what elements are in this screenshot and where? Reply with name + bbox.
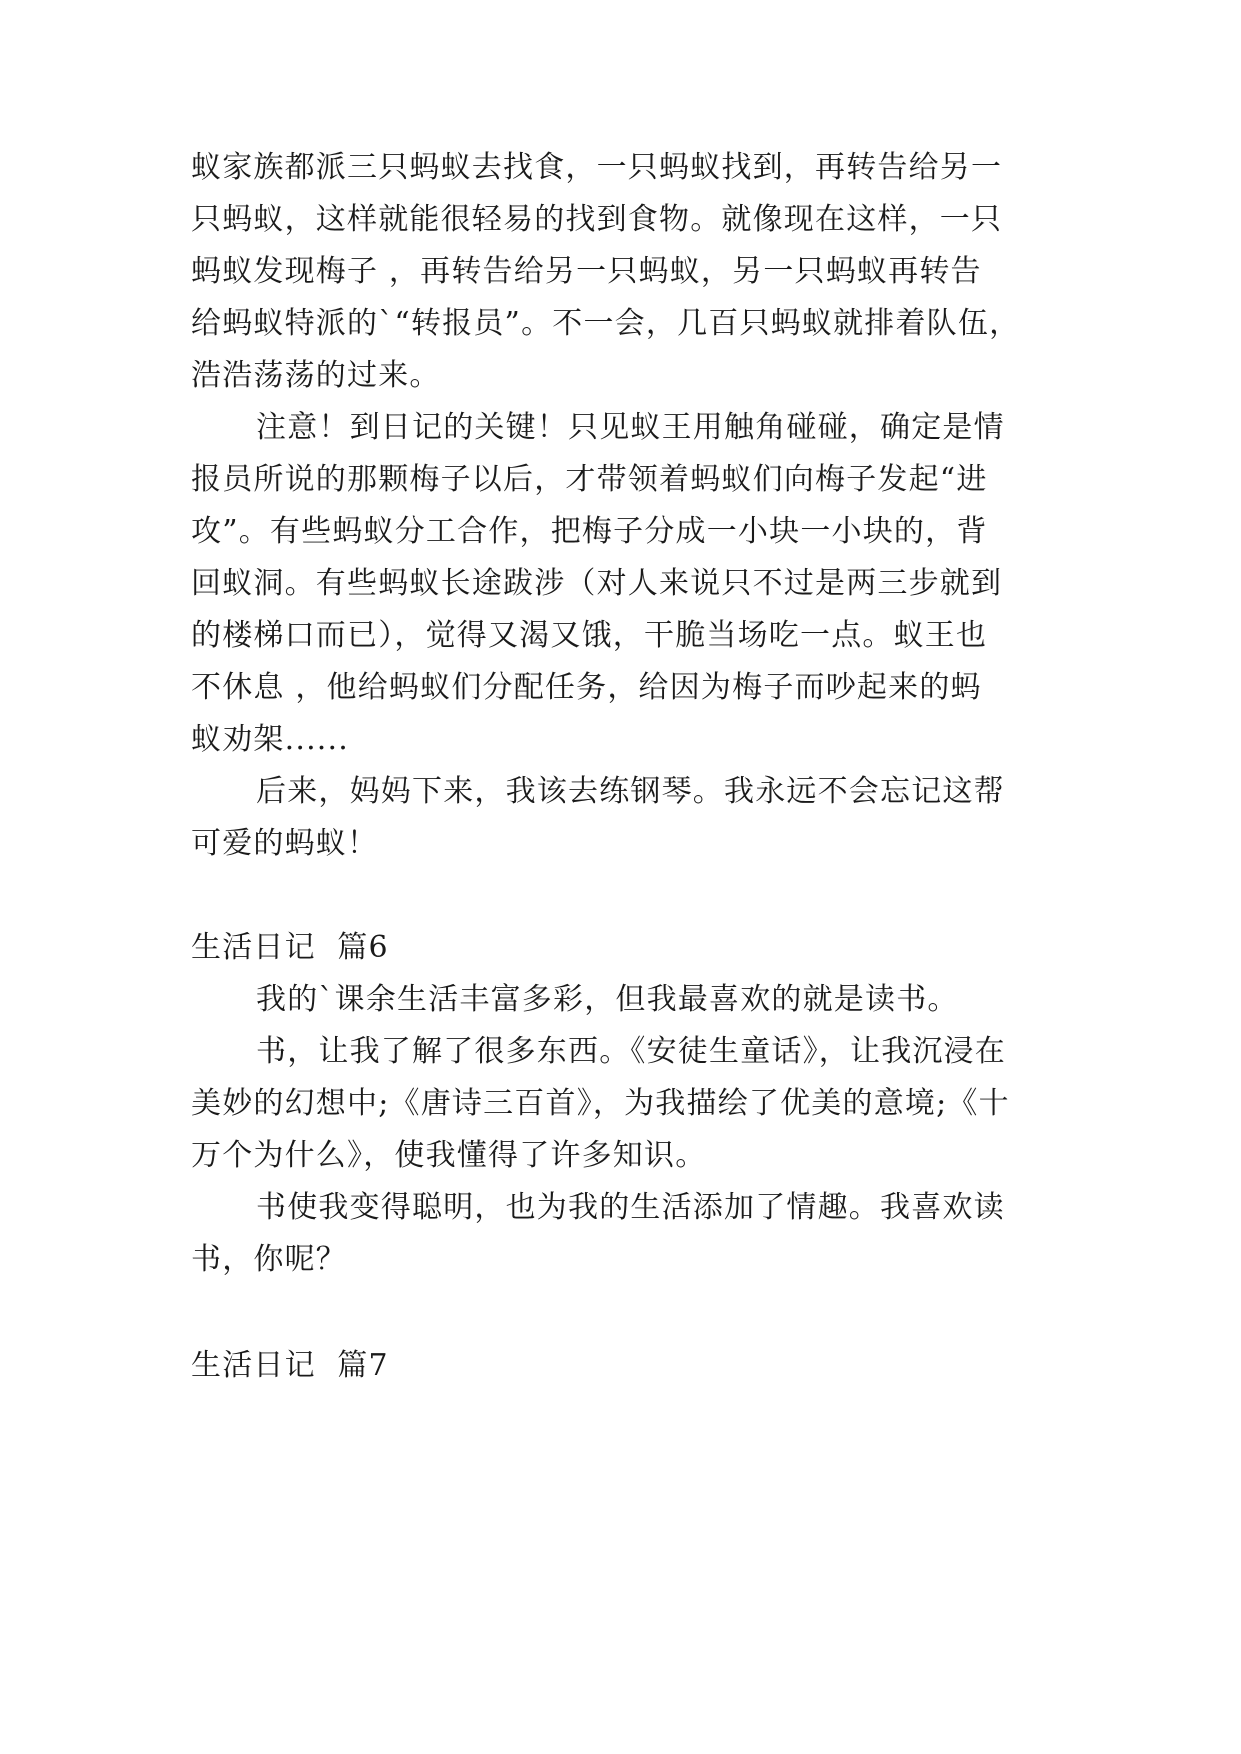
section-heading: 生活日记 篇7 (191, 1348, 389, 1383)
section-heading: 生活日记 篇6 (191, 930, 389, 965)
paragraph-line: 万个为什么》，使我懂得了许多知识。 (191, 1138, 707, 1173)
paragraph-line: 书使我变得聪明，也为我的生活添加了情趣。我喜欢读 (256, 1190, 1005, 1225)
paragraph-line: 蚁劝架...... (191, 722, 350, 757)
paragraph-line: 可爱的蚂蚁！ (191, 826, 379, 861)
paragraph-line: 书，你呢？ (191, 1242, 347, 1277)
paragraph-line: 回蚁洞。有些蚂蚁长途跋涉（对人来说只不过是两三步就到 (191, 566, 1003, 601)
paragraph-line: 给蚂蚁特派的`“转报员”。不一会，几百只蚂蚁就排着队伍， (191, 306, 1021, 341)
paragraph-line: 的楼梯口而已），觉得又渴又饿，干脆当场吃一点。蚁王也 (191, 618, 988, 653)
paragraph-line: 报员所说的那颗梅子以后，才带领着蚂蚁们向梅子发起“进 (191, 462, 988, 497)
paragraph-line: 我的`课余生活丰富多彩，但我最喜欢的就是读书。 (256, 982, 959, 1017)
paragraph-line: 美妙的幻想中;《唐诗三百首》，为我描绘了优美的意境;《十 (191, 1086, 1010, 1121)
paragraph-line: 不休息 ，他给蚂蚁们分配任务，给因为梅子而吵起来的蚂 (191, 670, 982, 705)
paragraph-line: 后来，妈妈下来，我该去练钢琴。我永远不会忘记这帮 (256, 774, 1005, 809)
paragraph-line: 注意！到日记的关键！只见蚁王用触角碰碰，确定是情 (256, 410, 1005, 445)
paragraph-line: 蚁家族都派三只蚂蚁去找食，一只蚂蚁找到，再转告给另一 (191, 150, 1003, 185)
paragraph-line: 只蚂蚁，这样就能很轻易的找到食物。就像现在这样，一只 (191, 202, 1003, 237)
paragraph-line: 蚂蚁发现梅子 ，再转告给另一只蚂蚁，另一只蚂蚁再转告 (191, 254, 982, 289)
paragraph-line: 攻”。有些蚂蚁分工合作，把梅子分成一小块一小块的，背 (191, 514, 988, 549)
paragraph-line: 浩浩荡荡的过来。 (191, 358, 441, 393)
paragraph-line: 书，让我了解了很多东西。《安徒生童话》，让我沉浸在 (256, 1034, 1006, 1069)
